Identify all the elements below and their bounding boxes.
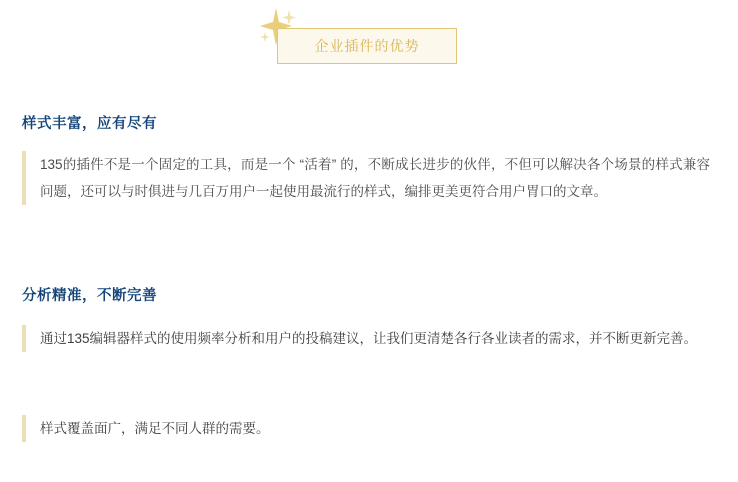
- quote-block-3: [22, 415, 710, 442]
- banner-area: [0, 0, 738, 86]
- banner-title-box: [277, 28, 457, 64]
- section-heading-2: 分析精准，不断完善: [22, 288, 157, 304]
- quote-text: 样式覆盖面广，满足不同人群的需要。: [40, 421, 270, 436]
- quote-block-1: [22, 151, 710, 205]
- quote-text: 135的插件不是一个固定的工具，而是一个 “活着” 的，不断成长进步的伙伴，不但可以解决各个场景的样式兼容问题，还可以与时俱进与几百万用户一起使用最流行的样式，编排更美更符合用户胃口的文章。: [40, 157, 710, 199]
- quote-text: 通过135编辑器样式的使用频率分析和用户的投稿建议，让我们更清楚各行各业读者的需求，并不断更新完善。: [40, 331, 698, 346]
- quote-block-2: [22, 325, 710, 352]
- section-heading-1: 样式丰富，应有尽有: [22, 116, 157, 132]
- banner-title: 企业插件的优势: [314, 38, 420, 54]
